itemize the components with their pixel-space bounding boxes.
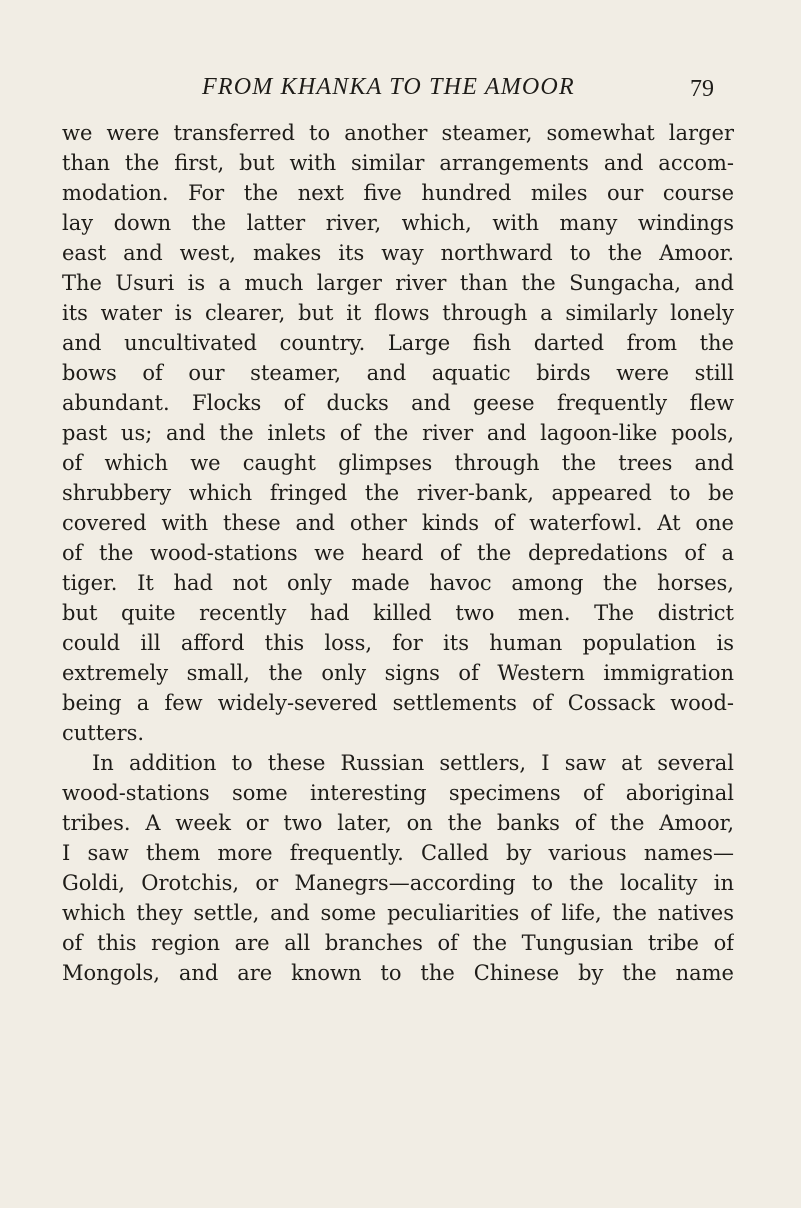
text-line: and uncultivated country. Large fish darted from the — [62, 331, 734, 355]
text-line: its water is clearer, but it flows through a similarly lonely — [62, 301, 734, 325]
text-line: bows of our steamer, and aquatic birds were still — [62, 361, 734, 385]
running-head — [0, 72, 801, 102]
paragraph-end-line: cutters. — [62, 721, 145, 745]
text-line: of the wood-stations we heard of the depredations of a — [62, 541, 734, 565]
text-line: I saw them more frequently. Called by various names— — [62, 841, 734, 865]
body-text — [62, 118, 734, 988]
page-number: 79 — [690, 76, 714, 102]
text-line: The Usuri is a much larger river than the Sungacha, and — [62, 271, 734, 295]
text-line: shrubbery which fringed the river-bank, appeared to be — [62, 481, 734, 505]
text-line: abundant. Flocks of ducks and geese frequently flew — [62, 391, 734, 415]
text-line: but quite recently had killed two men. The district — [62, 601, 734, 625]
paragraph-start-line: In addition to these Russian settlers, I saw at several — [92, 751, 734, 775]
text-line: lay down the latter river, which, with many windings — [62, 211, 734, 235]
text-line: Mongols, and are known to the Chinese by the name — [62, 961, 734, 985]
text-line: of which we caught glimpses through the trees and — [62, 451, 734, 475]
text-line: being a few widely-severed settlements of Cossack wood- — [62, 691, 734, 715]
text-line: east and west, makes its way northward to the Amoor. — [62, 241, 734, 265]
text-line: could ill afford this loss, for its human population is — [62, 631, 734, 655]
text-line: tiger. It had not only made havoc among the horses, — [62, 571, 734, 595]
text-line: modation. For the next five hundred miles our course — [62, 181, 734, 205]
text-line: which they settle, and some peculiarities of life, the natives — [62, 901, 734, 925]
text-line: extremely small, the only signs of Western immigration — [62, 661, 734, 685]
text-line: covered with these and other kinds of waterfowl. At one — [62, 511, 734, 535]
text-line: wood-stations some interesting specimens of aboriginal — [62, 781, 734, 805]
running-head-title: FROM KHANKA TO THE AMOOR — [202, 74, 575, 100]
text-line: Goldi, Orotchis, or Manegrs—according to the locality in — [62, 871, 734, 895]
text-line: we were transferred to another steamer, somewhat larger — [62, 121, 734, 145]
text-line: of this region are all branches of the Tungusian tribe of — [62, 931, 734, 955]
text-line: tribes. A week or two later, on the banks of the Amoor, — [62, 811, 734, 835]
text-line: past us; and the inlets of the river and lagoon-like pools, — [62, 421, 734, 445]
text-line: than the first, but with similar arrangements and accom- — [62, 151, 734, 175]
